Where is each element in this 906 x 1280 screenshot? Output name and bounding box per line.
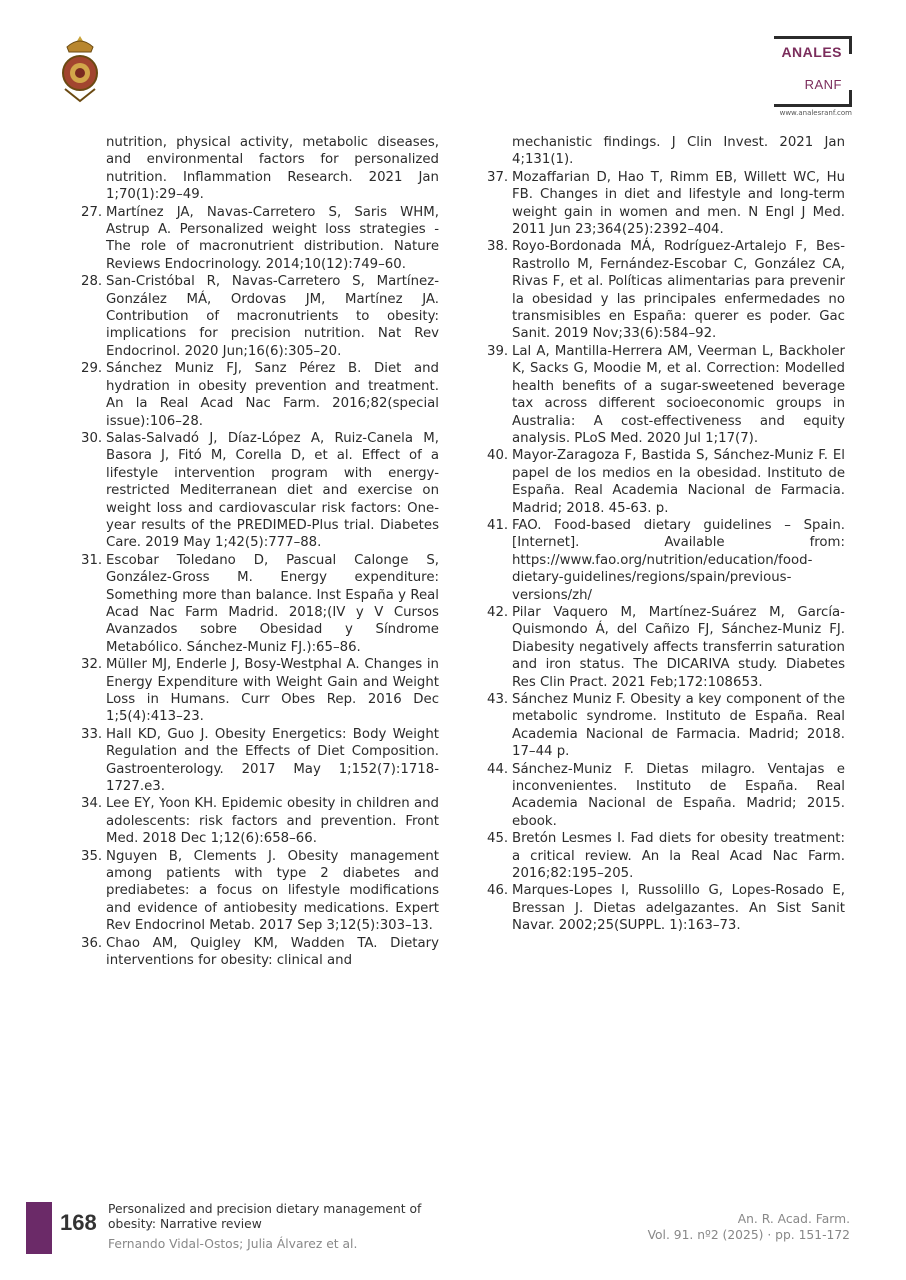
- footer-authors: Fernando Vidal-Ostos; Julia Álvarez et al.: [108, 1237, 358, 1251]
- reference-text: Bretón Lesmes I. Fad diets for obesity treatment: a critical review. An la Real Acad Nac Farm. 2016;82:195–205.: [512, 831, 845, 882]
- reference-item: [81, 430, 439, 552]
- reference-item: [487, 604, 845, 691]
- reference-number: 37.: [487, 169, 509, 185]
- reference-item: [487, 761, 845, 831]
- reference-item: [81, 935, 439, 970]
- reference-number: 45.: [487, 831, 509, 847]
- reference-number: 38.: [487, 239, 509, 255]
- reference-number: 28.: [81, 274, 103, 290]
- footer-journal: An. R. Acad. Farm.: [737, 1212, 850, 1226]
- reference-text: Sánchez Muniz F. Obesity a key component of the metabolic syndrome. Instituto de España. Real Academia Nacional de Farmacia. Madrid; 2018. 17–44 p.: [512, 692, 845, 760]
- reference-number: 36.: [81, 935, 103, 951]
- reference-text: Pilar Vaquero M, Martínez-Suárez M, García-Quismondo Á, del Cañizo FJ, Sánchez-Muniz FJ. Diabesity negatively affects transferrin saturation and iron status. The DICARIVA study. Diabetes Res Clin Pract. 2021 Feb;172:108653.: [512, 604, 845, 690]
- reference-number: 34.: [81, 796, 103, 812]
- reference-item: [81, 726, 439, 796]
- reference-item: [487, 882, 845, 934]
- reference-item: [487, 134, 845, 169]
- reference-text: Martínez JA, Navas-Carretero S, Saris WHM, Astrup A. Personalized weight loss strategies - The role of macronutrient distribution. Nature Reviews Endocrinology. 2014;10(12):749–60.: [106, 204, 439, 272]
- reference-text: mechanistic findings. J Clin Invest. 2021 Jan 4;131(1).: [512, 135, 845, 168]
- reference-number: 39.: [487, 343, 509, 359]
- anales-ranf-logo: [738, 36, 852, 120]
- reference-item: [487, 343, 845, 447]
- reference-text: Nguyen B, Clements J. Obesity management among patients with type 2 diabetes and prediabetes: a focus on lifestyle modifications and evidence of antiobesity medications. Expert Rev Endocrinol Metab. 2017 Sep 3;12(5):303–13.: [106, 848, 439, 934]
- footer-volume: Vol. 91. nº2 (2025) · pp. 151-172: [647, 1228, 850, 1242]
- reference-number: 42.: [487, 604, 509, 620]
- reference-item: [487, 517, 845, 604]
- reference-text: Sánchez Muniz FJ, Sanz Pérez B. Diet and hydration in obesity prevention and treatment. An la Real Acad Nac Farm. 2016;82(special issue):106–28.: [106, 361, 439, 429]
- reference-number: 44.: [487, 761, 509, 777]
- reference-item: [81, 795, 439, 847]
- reference-text: Escobar Toledano D, Pascual Calonge S, González-Gross M. Energy expenditure: Something more than balance. Inst España y Real Acad Nac Farm Madrid. 2018;(IV y V Cursos Avanzados sobre Obesidad y Síndrome Metabólico. Sánchez-Muniz FJ.):65–86.: [106, 552, 439, 655]
- reference-item: [487, 238, 845, 342]
- academy-crest-logo: [57, 33, 103, 103]
- reference-item: [487, 691, 845, 761]
- reference-text: Royo-Bordonada MÁ, Rodríguez-Artalejo F, Bes-Rastrollo M, Fernández-Escobar C, González CA, Rivas F, et al. Políticas alimentarias para prevenir la obesidad y las principales enfermedades no transmisibles en España: querer es poder. Gac Sanit. 2019 Nov;33(6):584–92.: [512, 239, 845, 342]
- reference-text: Lal A, Mantilla-Herrera AM, Veerman L, Backholer K, Sacks G, Moodie M, et al. Correction: Modelled health benefits of a sugar-sweetened beverage tax across different socioeconomic groups in Australia: A cost-effectiveness and equity analysis. PLoS Med. 2020 Jul 1;17(7).: [512, 343, 845, 446]
- reference-number: 46.: [487, 883, 509, 899]
- reference-text: Marques-Lopes I, Russolillo G, Lopes-Rosado E, Bressan J. Dietas adelgazantes. An Sist Sanit Navar. 2002;25(SUPPL. 1):163–73.: [512, 883, 845, 934]
- logo-ranf-text: RANF: [804, 77, 842, 92]
- reference-number: 31.: [81, 552, 103, 568]
- page-number: 168: [60, 1210, 97, 1235]
- reference-number: 35.: [81, 848, 103, 864]
- reference-text: Müller MJ, Enderle J, Bosy-Westphal A. Changes in Energy Expenditure with Weight Gain and Weight Loss in Humans. Curr Obes Rep. 2016 Dec 1;5(4):413–23.: [106, 657, 439, 725]
- reference-item: [81, 204, 439, 274]
- reference-number: 41.: [487, 517, 509, 533]
- reference-text: Lee EY, Yoon KH. Epidemic obesity in children and adolescents: risk factors and prevention. Front Med. 2018 Dec 1;12(6):658–66.: [106, 796, 439, 847]
- reference-item: [487, 830, 845, 882]
- reference-text: Hall KD, Guo J. Obesity Energetics: Body Weight Regulation and the Effects of Diet Composition. Gastroenterology. 2017 May 1;152(7):1718-1727.e3.: [106, 726, 439, 795]
- logo-anales-text: ANALES: [781, 44, 842, 60]
- reference-item: [81, 656, 439, 726]
- reference-number: 43.: [487, 692, 509, 707]
- reference-item: [487, 447, 845, 517]
- reference-number: 40.: [487, 448, 509, 464]
- logo-bottom-bracket: [774, 90, 852, 107]
- reference-text: Mozaffarian D, Hao T, Rimm EB, Willett WC, Hu FB. Changes in diet and lifestyle and long-term weight gain in women and men. N Engl J Med. 2011 Jun 23;364(25):2392–404.: [512, 169, 845, 238]
- reference-text: Salas-Salvadó J, Díaz-López A, Ruiz-Canela M, Basora J, Fitó M, Corella D, et al. Effect of a lifestyle intervention program with energy-restricted Mediterranean diet and exercise on weight loss and cardiovascular risk factors: One-year results of the PREDIMED-Plus trial. Diabetes Care. 2019 May 1;42(5):777–88.: [106, 430, 439, 551]
- reference-text: nutrition, physical activity, metabolic diseases, and environmental factors for personalized nutrition. Inflammation Research. 2021 Jan 1;70(1):29–49.: [106, 135, 439, 203]
- references-left-column: [81, 134, 439, 970]
- logo-url: www.analesranf.com: [779, 109, 852, 117]
- reference-item: [81, 134, 439, 204]
- reference-item: [487, 169, 845, 239]
- reference-text: San-Cristóbal R, Navas-Carretero S, Martínez-González MÁ, Ordovas JM, Martínez JA. Contribution of macronutrients to obesity: implications for precision nutrition. Nat Rev Endocrinol. 2020 Jun;16(6):305–20.: [106, 274, 439, 359]
- reference-number: 29.: [81, 361, 103, 377]
- references-right-column: [487, 134, 845, 935]
- reference-number: 33.: [81, 726, 103, 742]
- reference-text: Chao AM, Quigley KM, Wadden TA. Dietary interventions for obesity: clinical and: [106, 935, 439, 969]
- reference-item: [81, 273, 439, 360]
- reference-number: 30.: [81, 430, 103, 446]
- reference-number: 27.: [81, 204, 103, 220]
- reference-item: [81, 552, 439, 656]
- reference-text: FAO. Food-based dietary guidelines – Spain. [Internet]. Available from: https://www.fao.org/nutrition/education/food-dietary-guidelines/regions/spain/previous-versions/zh/: [512, 517, 845, 603]
- reference-number: 32.: [81, 657, 103, 673]
- reference-text: Mayor-Zaragoza F, Bastida S, Sánchez-Muniz F. El papel de los medios en la obesidad. Instituto de España. Real Academia Nacional de Farmacia. Madrid; 2018. 45-63. p.: [512, 448, 845, 516]
- reference-text: Sánchez-Muniz F. Dietas milagro. Ventajas e inconvenientes. Instituto de España. Real Academia Nacional de España. Madrid; 2015. ebook.: [512, 761, 845, 829]
- reference-item: [81, 360, 439, 430]
- footer-article-title: Personalized and precision dietary management of obesity: Narrative review: [108, 1202, 422, 1231]
- footer-accent-bar: [26, 1202, 52, 1254]
- reference-item: [81, 848, 439, 935]
